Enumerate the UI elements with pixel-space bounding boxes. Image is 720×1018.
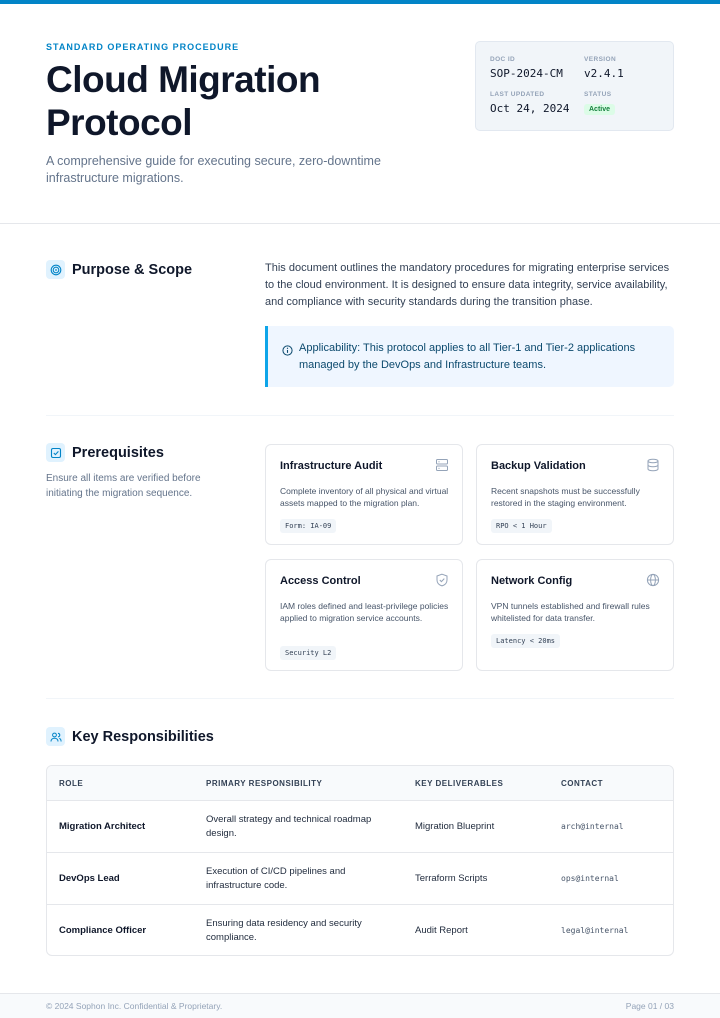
server-icon xyxy=(435,458,449,477)
shield-check-icon xyxy=(435,573,449,592)
cell-role: Compliance Officer xyxy=(59,925,147,936)
document-header xyxy=(0,4,720,224)
prereq-card-chip: RPO < 1 Hour xyxy=(491,519,552,533)
status-badge: Active xyxy=(584,104,615,115)
prerequisites-section-header xyxy=(46,443,164,462)
table-row xyxy=(47,905,673,956)
meta-doc-id-label: DOC ID xyxy=(490,56,516,63)
cell-role: DevOps Lead xyxy=(59,873,120,884)
prereq-card-chip: Form: IA-09 xyxy=(280,519,336,533)
callout-text: Applicability: This protocol applies to all Tier-1 and Tier-2 applications managed by the DevOps and Infrastructure teams. xyxy=(299,342,636,371)
responsibilities-table xyxy=(46,765,674,956)
document-meta-card xyxy=(475,41,674,131)
purpose-section-title: Purpose & Scope xyxy=(72,261,193,278)
table-row xyxy=(47,801,673,853)
prereq-card-backup-validation xyxy=(476,444,674,545)
meta-updated xyxy=(490,91,569,115)
meta-version-value: v2.4.1 xyxy=(584,67,624,80)
prereq-card-title: Network Config xyxy=(491,575,573,587)
prereq-card-infrastructure-audit xyxy=(265,444,463,545)
cell-contact: ops@internal xyxy=(561,874,619,883)
prereq-card-network-config xyxy=(476,559,674,671)
prereq-card-title: Infrastructure Audit xyxy=(280,460,383,472)
column-header-role: ROLE xyxy=(59,779,84,788)
database-icon xyxy=(646,458,660,477)
column-header-deliverables: KEY DELIVERABLES xyxy=(415,779,504,788)
globe-icon xyxy=(646,573,660,592)
prereq-card-desc: Complete inventory of all physical and virtual assets mapped to the migration plan. xyxy=(280,486,449,508)
page-footer xyxy=(0,993,720,1018)
copyright-text: © 2024 Sophon Inc. Confidential & Proprietary. xyxy=(46,1001,223,1011)
page-subtitle: A comprehensive guide for executing secure, zero-downtime infrastructure migrations. xyxy=(46,154,381,185)
cell-contact: arch@internal xyxy=(561,822,624,831)
column-header-contact: CONTACT xyxy=(561,779,604,788)
meta-version-label: VERSION xyxy=(584,56,617,63)
applicability-callout xyxy=(265,326,674,387)
prereq-card-chip: Latency < 20ms xyxy=(491,634,560,648)
meta-doc-id-value: SOP-2024-CM xyxy=(490,67,563,80)
responsibilities-section-header xyxy=(46,727,214,746)
target-icon xyxy=(46,260,65,279)
users-icon xyxy=(46,727,65,746)
checkbox-icon xyxy=(46,443,65,462)
meta-doc-id xyxy=(490,56,563,80)
column-header-responsibility: PRIMARY RESPONSIBILITY xyxy=(206,779,323,788)
page-number: Page 01 / 03 xyxy=(625,1001,674,1011)
prereq-card-access-control xyxy=(265,559,463,671)
info-icon xyxy=(282,343,293,361)
meta-status-label: STATUS xyxy=(584,91,612,98)
title-line-2: Protocol xyxy=(46,102,193,143)
prereq-card-desc: Recent snapshots must be successfully restored in the staging environment. xyxy=(491,486,640,508)
prereq-card-title: Backup Validation xyxy=(491,460,586,472)
doc-type-label: STANDARD OPERATING PROCEDURE xyxy=(46,42,240,52)
section-divider xyxy=(46,415,674,416)
table-row xyxy=(47,853,673,905)
cell-deliverable: Terraform Scripts xyxy=(415,873,488,884)
cell-contact: legal@internal xyxy=(561,926,629,935)
meta-updated-label: LAST UPDATED xyxy=(490,91,545,98)
prereq-card-desc: VPN tunnels established and firewall rules whitelisted for data transfer. xyxy=(491,601,650,623)
prereq-card-title: Access Control xyxy=(280,575,361,587)
prerequisites-section-title: Prerequisites xyxy=(72,444,164,461)
prereq-card-chip: Security L2 xyxy=(280,646,336,660)
meta-updated-value: Oct 24, 2024 xyxy=(490,102,570,115)
cell-deliverable: Audit Report xyxy=(415,925,468,936)
cell-responsibility: Execution of CI/CD pipelines and infrastructure code. xyxy=(206,866,346,891)
section-divider xyxy=(46,698,674,699)
prereq-card-desc: IAM roles defined and least-privilege policies applied to migration service accounts. xyxy=(280,601,449,623)
table-header-row xyxy=(47,766,673,801)
cell-deliverable: Migration Blueprint xyxy=(415,821,495,832)
purpose-body: This document outlines the mandatory procedures for migrating enterprise services to the cloud environment. It is designed to ensure data integrity, service availability, and compliance with security standards during the transition phase. xyxy=(265,262,670,308)
cell-responsibility: Overall strategy and technical roadmap design. xyxy=(206,814,372,839)
meta-status xyxy=(584,91,615,116)
purpose-section-header xyxy=(46,260,192,279)
cell-role: Migration Architect xyxy=(59,821,146,832)
page-title xyxy=(46,58,426,144)
meta-version xyxy=(584,56,624,80)
prerequisites-description: Ensure all items are verified before initiating the migration sequence. xyxy=(46,473,201,499)
responsibilities-section-title: Key Responsibilities xyxy=(72,728,214,745)
cell-responsibility: Ensuring data residency and security compliance. xyxy=(206,918,362,943)
title-line-1: Cloud Migration xyxy=(46,59,321,100)
